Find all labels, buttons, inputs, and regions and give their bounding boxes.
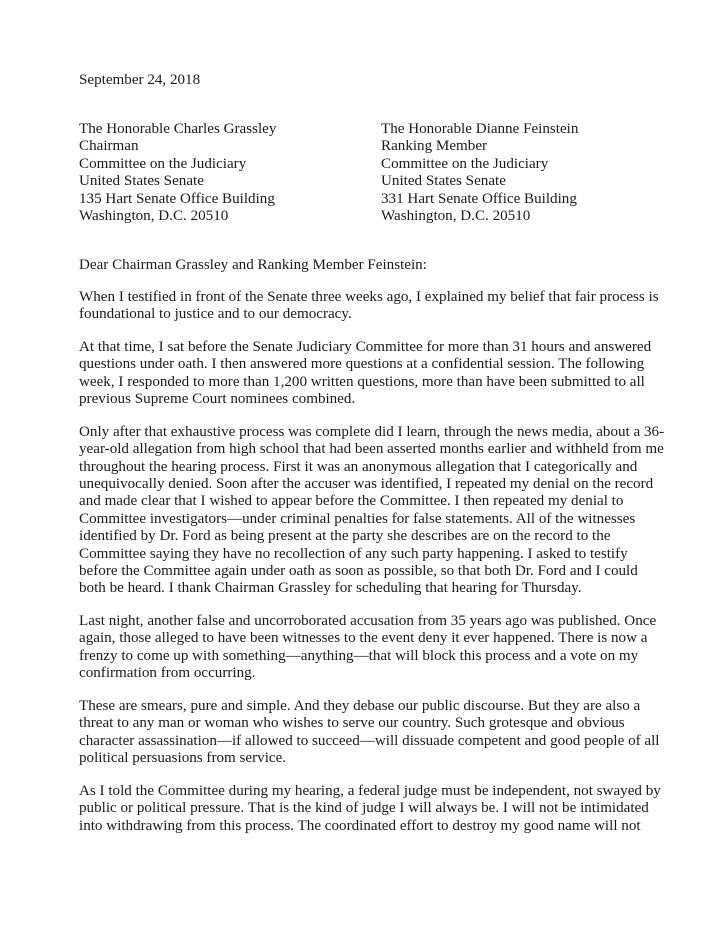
address-line: 135 Hart Senate Office Building — [79, 190, 275, 207]
body-paragraph: Last night, another false and uncorroborated accusation from 35 years ago was published. Once again, those alleged to have been witnesses to the event deny it ever happened. There is now a frenzy to come up with something—anything—that will block this process and a vote on my confirmation from occurring. — [79, 613, 657, 682]
body-paragraph: At that time, I sat before the Senate Judiciary Committee for more than 31 hours and answered questions under oath. I then answered more questions at a confidential session. The following week, I responded to more than 1,200 written questions, more than have been submitted to all previous Supreme Court nominees combined. — [79, 339, 652, 408]
recipient-address-feinstein — [381, 121, 578, 225]
body-paragraph: Only after that exhaustive process was complete did I learn, through the news media, about a 36- year-old allegation from high school that had been asserted months earlier and withheld from me throughout the hearing process. First it was an anonymous allegation that I categorically and unequivocally denied. Soon after the accuser was identified, I repeated my denial on the record and made clear that I wished to appear before the Committee. I then repeated my denial to Committee investigators—under criminal penalties for false statements. All of the witnesses identified by Dr. Ford as being present at the party she describes are on the record to the Committee saying they have no recollection of any such party happening. I asked to testify before the Committee again under oath as soon as possible, so that both Dr. Ford and I could both be heard. I thank Chairman Grassley for scheduling that hearing for Thursday. — [79, 423, 665, 597]
address-line: The Honorable Dianne Feinstein — [381, 121, 579, 137]
address-line: Ranking Member — [381, 138, 488, 155]
address-line: Washington, D.C. 20510 — [381, 208, 531, 225]
address-line: The Honorable Charles Grassley — [79, 121, 277, 137]
recipient-address-grassley — [79, 121, 276, 225]
address-line: Committee on the Judiciary — [79, 155, 247, 172]
address-line: Chairman — [79, 138, 139, 155]
address-line: Committee on the Judiciary — [381, 155, 549, 172]
address-line: Washington, D.C. 20510 — [79, 208, 229, 225]
address-line: United States Senate — [79, 173, 204, 190]
address-line: United States Senate — [381, 173, 506, 190]
body-paragraph: As I told the Committee during my hearing, a federal judge must be independent, not swayed by public or political pressure. That is the kind of judge I will always be. I will not be intimidated into withdrawing from this process. The coordinated effort to destroy my good name will not — [79, 782, 661, 834]
address-line: 331 Hart Senate Office Building — [381, 190, 577, 207]
salutation: Dear Chairman Grassley and Ranking Member Feinstein: — [79, 257, 427, 273]
letter-date: September 24, 2018 — [79, 72, 201, 88]
body-paragraph: When I testified in front of the Senate three weeks ago, I explained my belief that fair process is foundational to justice and to our democracy. — [79, 289, 659, 323]
letter-body — [79, 289, 679, 850]
body-paragraph: These are smears, pure and simple. And they debase our public discourse. But they are also a threat to any man or woman who wishes to serve our country. Such grotesque and obvious character assassination—if allowed to succeed—will dissuade competent and good people of all political persuasions from service. — [79, 697, 660, 767]
